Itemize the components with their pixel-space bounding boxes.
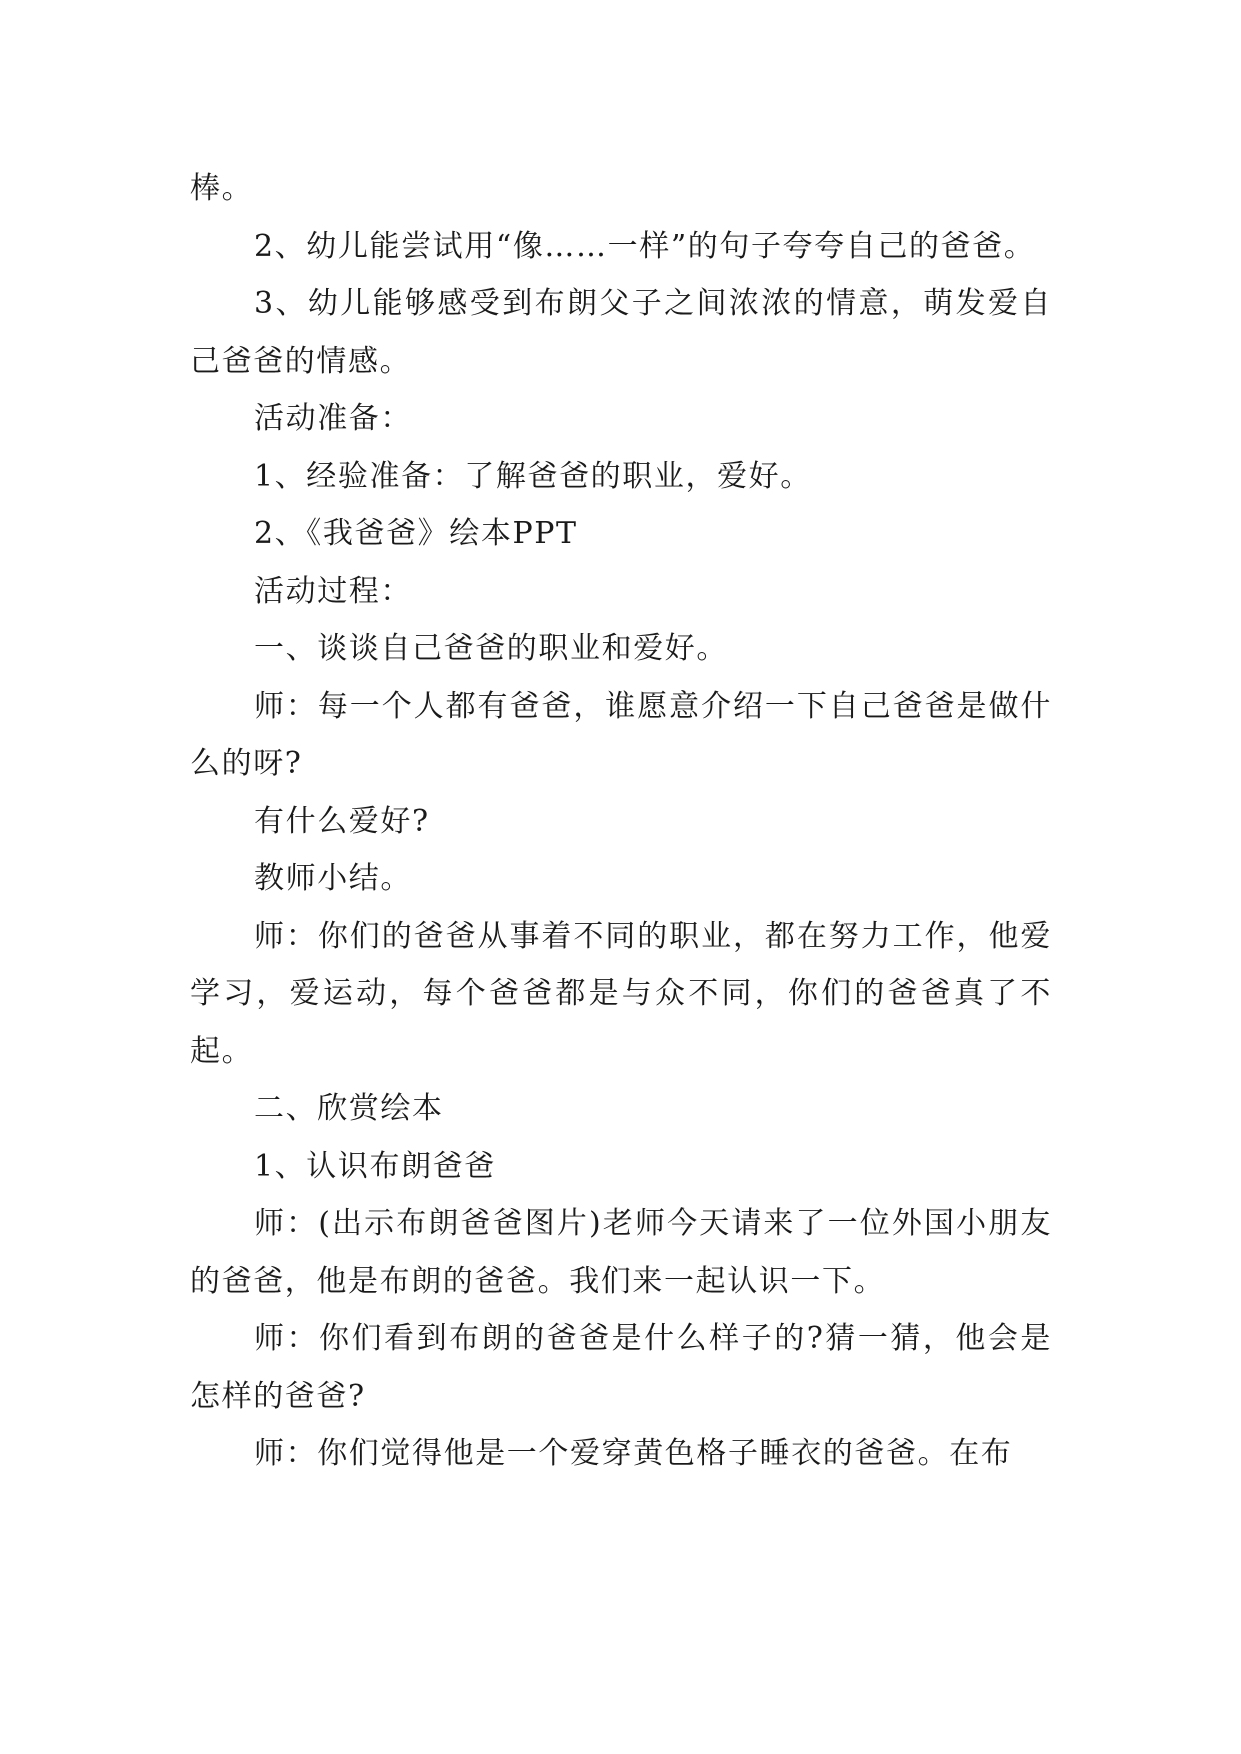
paragraph: 2、《我爸爸》绘本PPT [254,516,578,551]
paragraph: 师：你们看到布朗的爸爸是什么样子的?猜一猜，他会是怎样的爸爸? [190,1321,1052,1414]
section-heading: 二、欣赏绘本 [254,1091,444,1126]
document-body [190,160,1052,1483]
paragraph: 师：每一个人都有爸爸，谁愿意介绍一下自己爸爸是做什么的呀? [190,688,1052,781]
paragraph: 师：你们觉得他是一个爱穿黄色格子睡衣的爸爸。在布 [254,1436,1013,1471]
paragraph: 教师小结。 [254,861,412,896]
section-heading: 活动过程： [254,573,412,609]
paragraph: 2、幼儿能尝试用“像……一样”的句子夸夸自己的爸爸。 [254,228,1036,264]
section-heading: 1、认识布朗爸爸 [254,1148,496,1184]
paragraph: 3、幼儿能够感受到布朗父子之间浓浓的情意，萌发爱自己爸爸的情感。 [190,286,1052,379]
paragraph: 1、经验准备：了解爸爸的职业，爱好。 [254,458,812,494]
paragraph: 师：(出示布朗爸爸图片)老师今天请来了一位外国小朋友的爸爸，他是布朗的爸爸。我们来一起认识一下。 [190,1206,1052,1299]
section-heading: 一、谈谈自己爸爸的职业和爱好。 [254,631,728,666]
paragraph: 有什么爱好? [254,803,430,839]
paragraph: 师：你们的爸爸从事着不同的职业，都在努力工作，他爱学习，爱运动，每个爸爸都是与众不同，你们的爸爸真了不起。 [190,918,1052,1069]
paragraph: 棒。 [190,171,254,206]
section-heading: 活动准备： [254,401,412,436]
